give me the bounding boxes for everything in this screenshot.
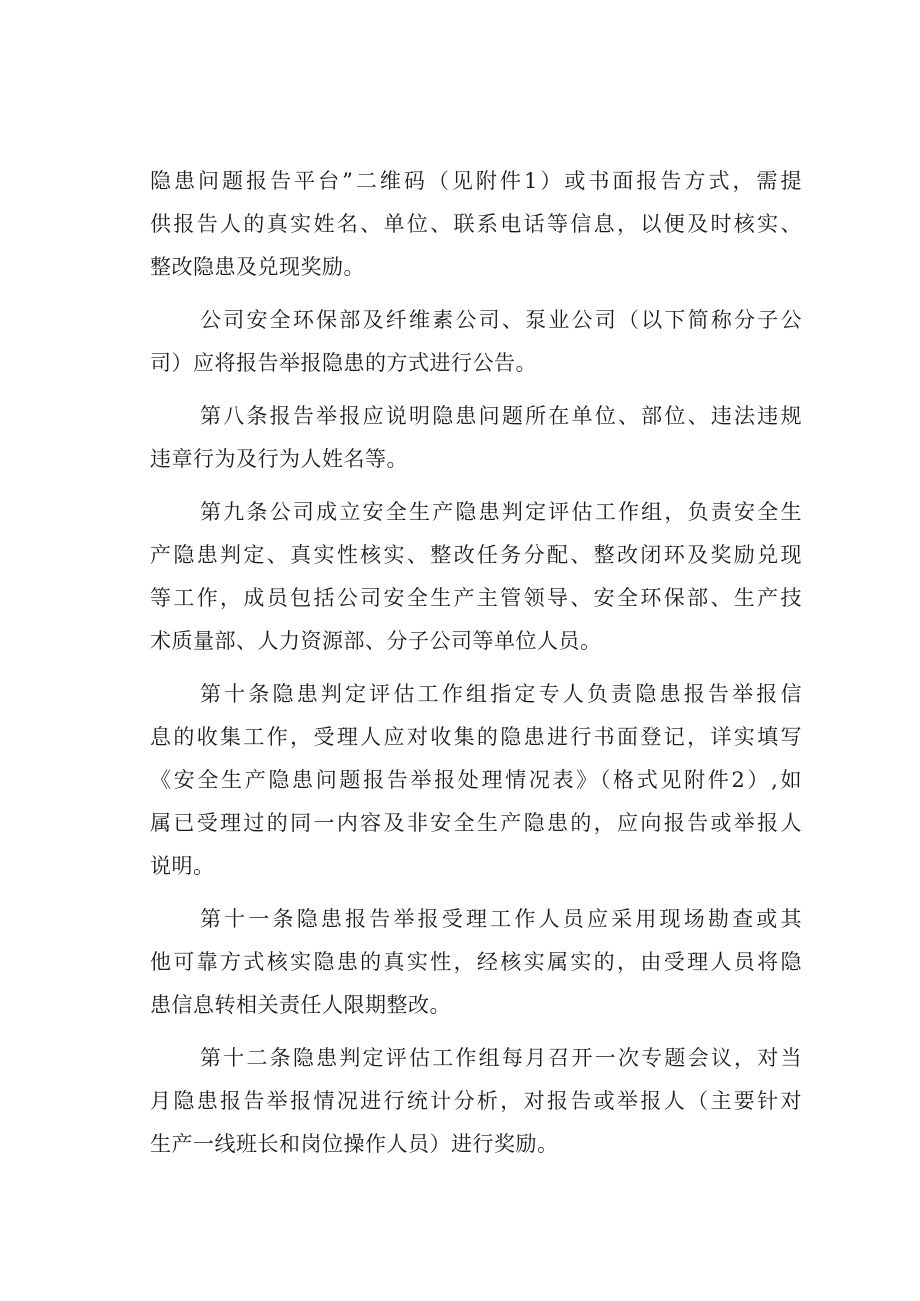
- article-11-line: 他可靠方式核实隐患的真实性，经核实属实的，由受理人员将隐: [150, 950, 802, 974]
- article-9-line: 第九条公司成立安全生产隐患判定评估工作组，负责安全生: [200, 500, 802, 524]
- document-body: [150, 160, 802, 1166]
- paragraph-line: 供报告人的真实姓名、单位、联系电话等信息，以便及时核实、: [150, 212, 802, 236]
- article-11-line: 患信息转相关责任人限期整改。: [150, 993, 451, 1017]
- paragraph-line: 整改隐患及兑现奖励。: [150, 255, 365, 279]
- article-8-line: 违章行为及行为人姓名等。: [150, 447, 408, 471]
- article-10-line: 《安全生产隐患问题报告举报处理情况表》（格式见附件2）,如: [150, 768, 802, 792]
- article-9-line: 等工作，成员包括公司安全生产主管领导、安全环保部、生产技: [150, 586, 802, 610]
- article-11-line: 第十一条隐患报告举报受理工作人员应采用现场勘查或其: [200, 907, 802, 931]
- article-10-line: 属已受理过的同一内容及非安全生产隐患的，应向报告或举报人: [150, 811, 802, 835]
- article-10-line: 第十条隐患判定评估工作组指定专人负责隐患报告举报信: [200, 682, 802, 706]
- article-8-line: 第八条报告举报应说明隐患问题所在单位、部位、违法违规: [200, 404, 802, 428]
- article-9-line: 产隐患判定、真实性核实、整改任务分配、整改闭环及奖励兑现: [150, 543, 802, 567]
- article-12-line: 生产一线班长和岗位操作人员）进行奖励。: [150, 1132, 559, 1156]
- article-12-line: 第十二条隐患判定评估工作组每月召开一次专题会议，对当: [200, 1046, 802, 1070]
- article-12-line: 月隐患报告举报情况进行统计分析，对报告或举报人（主要针对: [150, 1089, 802, 1113]
- paragraph-line: 司）应将报告举报隐患的方式进行公告。: [150, 351, 537, 375]
- paragraph-line: 隐患问题报告平台”二维码（见附件1）或书面报告方式，需提: [150, 169, 802, 193]
- article-10-line: 息的收集工作，受理人应对收集的隐患进行书面登记，详实填写: [150, 725, 802, 749]
- article-10-line: 说明。: [150, 854, 215, 878]
- article-9-line: 术质量部、人力资源部、分子公司等单位人员。: [150, 629, 602, 653]
- paragraph-line: 公司安全环保部及纤维素公司、泵业公司（以下简称分子公: [200, 308, 802, 332]
